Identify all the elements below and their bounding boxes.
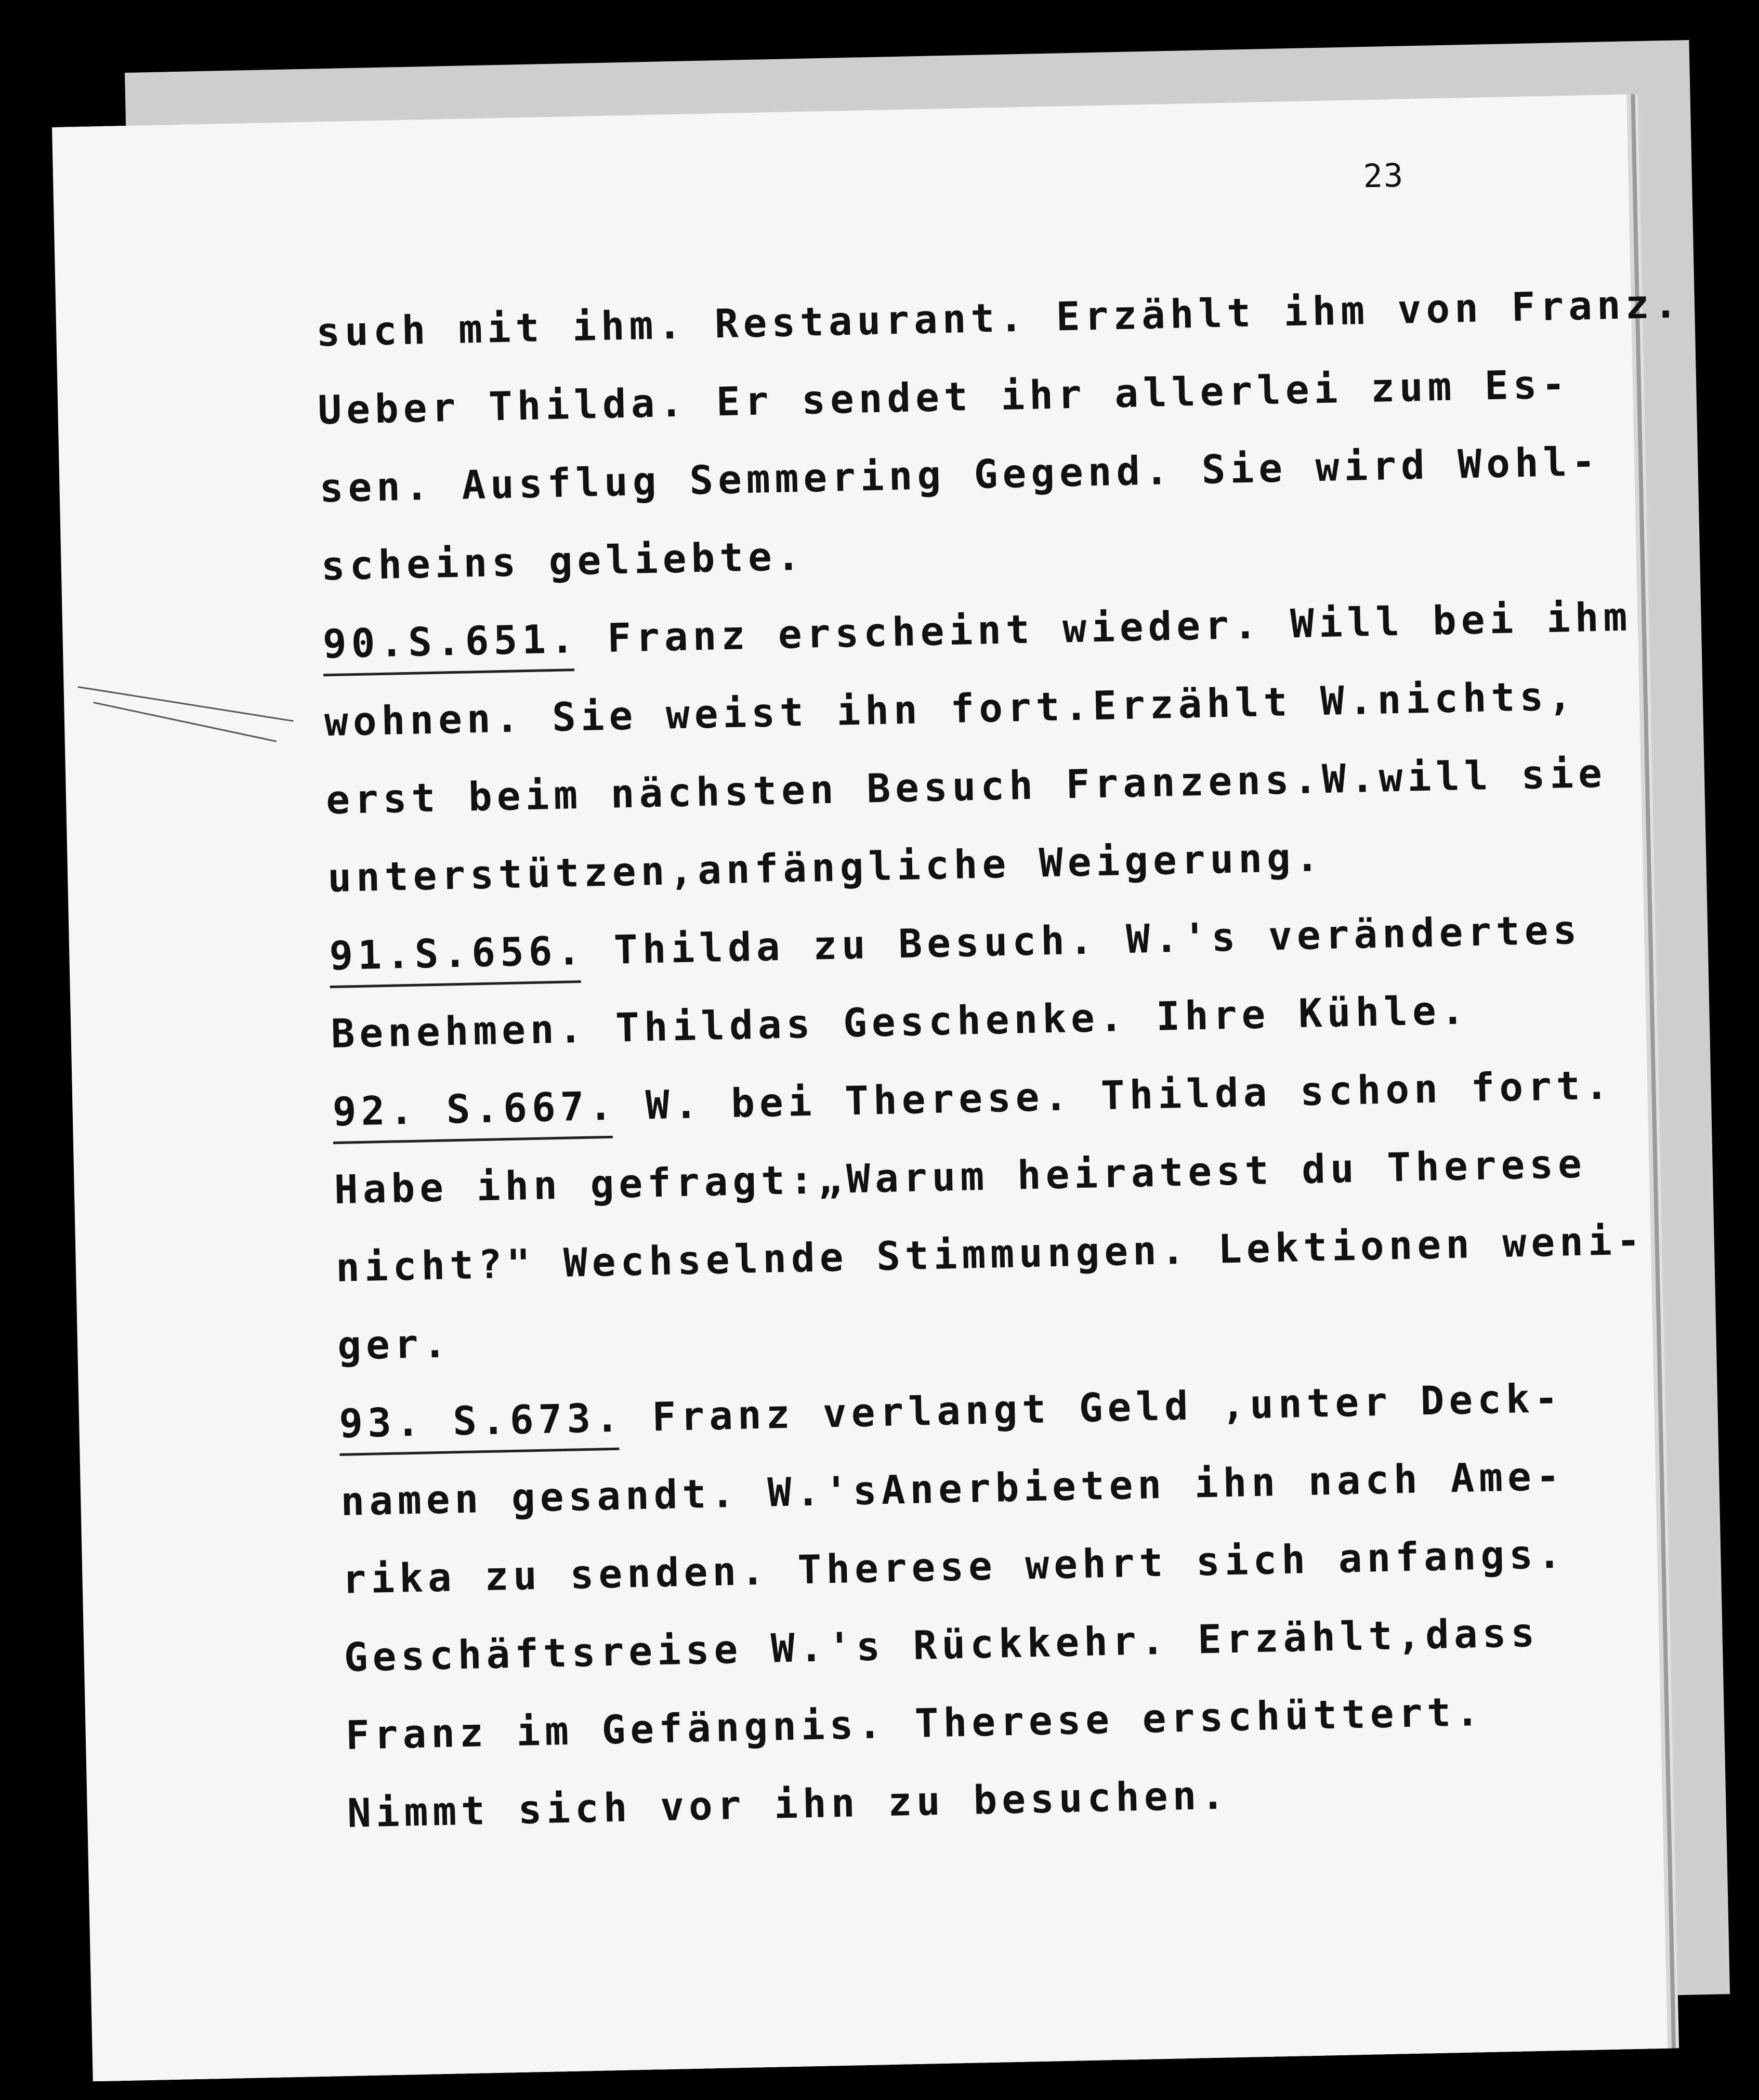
text-line: erst beim nächsten Besuch Franzens.W.will sie [325,750,1607,823]
text-line: Franz im Gefängnis. Therese erschüttert. [345,1688,1485,1758]
text-line: rika zu senden. Therese wehrt sich anfangs. [342,1530,1567,1603]
entry-reference: 91.S.656. [329,927,586,979]
text-line: Nimmt sich vor ihn zu besuchen. [347,1771,1230,1836]
text-line: Geschäftsreise W.'s Rückkehr. Erzählt,dass [343,1609,1540,1681]
page-number: 23 [1362,156,1404,195]
text-line: sen. Ausflug Semmering Gegend. Sie wird Wohl- [319,438,1601,511]
entry-reference: 90.S.651. [322,615,580,667]
entry-text: Franz verlangt Geld ,unter Deck- [623,1374,1564,1441]
text-line: unterstützen,anfängliche Weigerung. [327,834,1324,901]
entry-text: Thilda zu Besuch. W.'s verändertes [585,906,1582,974]
text-line: namen gesandt. W.'sAnerbieten ihn nach Ame- [340,1452,1565,1525]
text-line: ger. [337,1320,452,1369]
text-line: nicht?" Wechselnde Stimmungen. Lektionen weni- [335,1217,1646,1291]
entry-reference: 92. S.667. [332,1082,618,1135]
text-line: such mit ihm. Restaurant. Erzählt ihm von Franz. [316,280,1683,356]
text-line: Ueber Thilda. Er sendet ihr allerlei zum Es- [317,360,1571,434]
document-sheet [52,95,1683,2082]
entry-text: W. bei Therese. Thilda schon fort. [616,1061,1614,1129]
entry-text: Franz erscheint wieder. Will bei ihm [578,593,1633,662]
text-line: wohnen. Sie weist ihn fort.Erzählt W.nichts, [324,672,1577,745]
text-line: Habe ihn gefragt:„Warum heiratest du Therese [333,1140,1587,1213]
text-line: scheins geliebte. [320,532,806,589]
text-line: Benehmen. Thildas Geschenke. Ihre Kühle. [330,987,1470,1057]
typed-text-block [316,268,1683,1852]
entry-reference: 93. S.673. [338,1394,624,1447]
